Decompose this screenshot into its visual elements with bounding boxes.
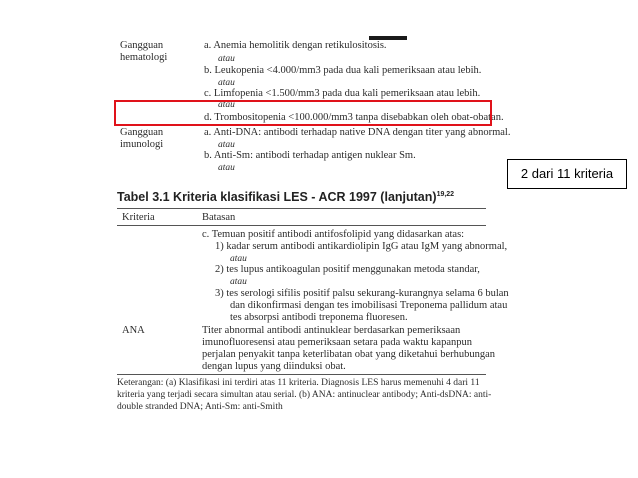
atau-connector: atau <box>230 277 247 287</box>
atau-connector: atau <box>218 140 235 150</box>
group-label-hematologi-1: Gangguan <box>120 40 164 51</box>
table-header-rule <box>117 225 486 226</box>
group-label-imunologi-1: Gangguan <box>120 127 164 138</box>
criterion-label-ana: ANA <box>122 325 145 336</box>
table-title-refs: 19,22 <box>436 191 455 198</box>
table-note: kriteria yang terjadi secara simultan atau serial. (b) ANA: antinuclear antibody; Anti-dsDNA: anti- <box>117 390 492 400</box>
criterion-item: b. Leukopenia <4.000/mm3 pada dua kali pemeriksaan atau lebih. <box>204 65 482 76</box>
group-label-hematologi-2: hematologi <box>120 52 168 63</box>
atau-connector: atau <box>230 254 247 264</box>
ana-text: Titer abnormal antibodi antinuklear berdasarkan pemeriksaan <box>202 325 461 336</box>
highlight-box <box>114 100 492 126</box>
sub-item-continued: dan dikonfirmasi dengan tes imobilisasi Treponema pallidum atau <box>230 300 508 311</box>
criterion-item: b. Anti-Sm: antibodi terhadap antigen nuklear Sm. <box>204 150 416 161</box>
ana-text: perjalan penyakit tanpa keterlibatan obat yang diketahui berhubungan <box>202 349 496 360</box>
table-note: double stranded DNA; Anti-Sm: anti-Smith <box>117 402 283 412</box>
sub-item: 3) tes serologi sifilis positif palsu sekurang-kurangnya selama 6 bulan <box>215 288 509 299</box>
table-title <box>117 189 454 203</box>
atau-connector: atau <box>218 78 235 88</box>
table-top-rule <box>117 208 486 209</box>
table-bottom-rule <box>117 374 486 375</box>
criterion-item: c. Limfopenia <1.500/mm3 pada dua kali pemeriksaan atau lebih. <box>204 88 481 99</box>
atau-connector: atau <box>218 54 235 64</box>
table-note: Keterangan: (a) Klasifikasi ini terdiri atas 11 kriteria. Diagnosis LES harus memenuhi 4 dari 11 <box>117 378 480 388</box>
sub-item: 1) kadar serum antibodi antikardiolipin IgG atau IgM yang abnormal, <box>215 241 508 252</box>
table-title-text: Tabel 3.1 Kriteria klasifikasi LES - ACR 1997 (lanjutan) <box>117 190 437 205</box>
atau-connector: atau <box>218 163 235 173</box>
ana-text: imunofluoresensi atau pemeriksaan setara pada waktu kapanpun <box>202 337 472 348</box>
ana-text: dengan lupus yang diinduksi obat. <box>202 361 346 372</box>
criterion-item: c. Temuan positif antibodi antifosfolipid yang didasarkan atas: <box>202 229 465 240</box>
criterion-item: a. Anti-DNA: antibodi terhadap native DNA dengan titer yang abnormal. <box>204 127 511 138</box>
criterion-item-highlighted: d. Trombositopenia <100.000/mm3 tanpa disebabkan oleh obat-obatan. <box>204 112 504 123</box>
callout-text: 2 dari 11 kriteria <box>520 166 614 181</box>
sub-item-continued: tes absorpsi antibodi treponema fluoresen. <box>230 312 408 323</box>
column-header-kriteria: Kriteria <box>122 212 155 223</box>
criterion-item: a. Anemia hemolitik dengan retikulositosis. <box>204 40 387 51</box>
column-header-batasan: Batasan <box>202 212 236 223</box>
atau-connector: atau <box>218 100 235 110</box>
criteria-callout-box <box>507 159 627 189</box>
group-label-imunologi-2: imunologi <box>120 139 164 150</box>
sub-item: 2) tes lupus antikoagulan positif menggunakan metoda standar, <box>215 264 480 275</box>
